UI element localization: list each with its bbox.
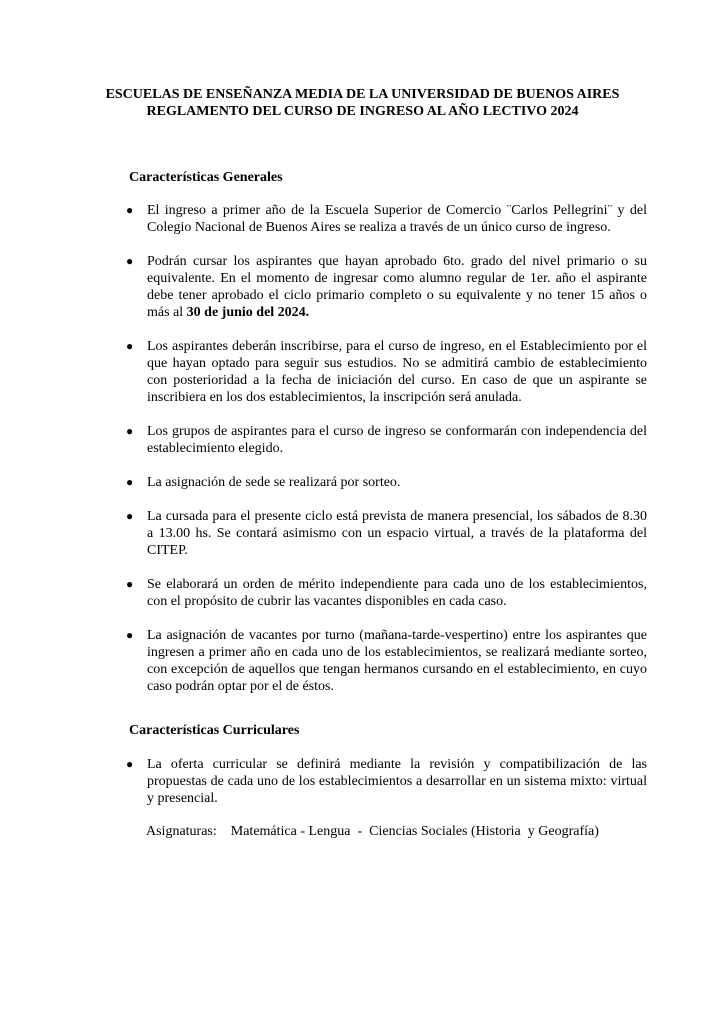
bullet-icon: ● xyxy=(126,757,134,771)
list-item xyxy=(122,474,647,491)
list-item xyxy=(122,756,647,807)
item-text: Los grupos de aspirantes para el curso de ingreso se conformarán con independencia del establecimiento elegido. xyxy=(147,424,647,456)
subjects-list: Matemática - Lengua - Ciencias Sociales (Historia y Geografía) xyxy=(230,824,599,839)
bullet-icon: ● xyxy=(126,475,134,489)
item-text: Los aspirantes deberán inscribirse, para el curso de ingreso, en el Establecimiento por el que hayan optado para seguir sus estudios. No se admitirá cambio de establecimiento con posterioridad a la fecha de iniciación del curso. En caso de que un aspirante se inscribiera en los dos establecimientos, la inscripción será anulada. xyxy=(147,339,647,405)
list-item xyxy=(122,508,647,559)
list-item xyxy=(122,338,647,406)
bullet-icon: ● xyxy=(126,339,134,353)
bullet-icon: ● xyxy=(126,628,134,642)
subjects-line xyxy=(146,823,599,840)
item-text: Se elaborará un orden de mérito independiente para cada uno de los establecimientos, con el propósito de cubrir las vacantes disponibles en cada caso. xyxy=(147,577,647,609)
bullet-icon: ● xyxy=(126,203,134,217)
general-characteristics-list xyxy=(122,202,647,712)
bullet-icon: ● xyxy=(126,254,134,268)
item-text: La oferta curricular se definirá mediante la revisión y compatibilización de las propuestas de cada uno de los establecimientos a desarrollar en un sistema mixto: virtual y presencial. xyxy=(147,757,647,806)
item-text: La cursada para el presente ciclo está prevista de manera presencial, los sábados de 8.30 a 13.00 hs. Se contará asimismo con un espacio virtual, a través de la plataforma del CITEP. xyxy=(147,509,647,558)
general-characteristics-heading: Características Generales xyxy=(129,170,283,185)
bullet-icon: ● xyxy=(126,424,134,438)
bullet-icon: ● xyxy=(126,509,134,523)
document-title xyxy=(0,86,725,120)
item-text: La asignación de vacantes por turno (mañana-tarde-vespertino) entre los aspirantes que ingresen a primer año en cada uno de los establecimientos, se realizará mediante sorteo, con excepción de aquellos que tengan hermanos cursando en el establecimiento, en cuyo caso podrán optar por el de éstos. xyxy=(147,628,647,694)
subjects-label: Asignaturas: xyxy=(146,824,217,839)
curricular-characteristics-heading: Características Curriculares xyxy=(129,723,300,738)
item-text: El ingreso a primer año de la Escuela Superior de Comercio ¨Carlos Pellegrini¨ y del Colegio Nacional de Buenos Aires se realiza a través de un único curso de ingreso. xyxy=(147,203,647,235)
list-item xyxy=(122,627,647,695)
title-line-2: REGLAMENTO DEL CURSO DE INGRESO AL AÑO LECTIVO 2024 xyxy=(146,104,579,119)
list-item xyxy=(122,576,647,610)
item-text: La asignación de sede se realizará por sorteo. xyxy=(147,475,401,490)
curricular-characteristics-list xyxy=(122,756,647,824)
bullet-icon: ● xyxy=(126,577,134,591)
list-item xyxy=(122,253,647,321)
item-text: Podrán cursar los aspirantes que hayan aprobado 6to. grado del nivel primario o su equivalente. En el momento de ingresar como alumno regular de 1er. año el aspirante debe tener aprobado el ciclo primario completo o su equivalente y no tener 15 años o más al xyxy=(147,254,647,320)
title-line-1: ESCUELAS DE ENSEÑANZA MEDIA DE LA UNIVERSIDAD DE BUENOS AIRES xyxy=(105,87,620,102)
item-bold-date: 30 de junio del 2024. xyxy=(186,305,310,320)
list-item xyxy=(122,202,647,236)
list-item xyxy=(122,423,647,457)
